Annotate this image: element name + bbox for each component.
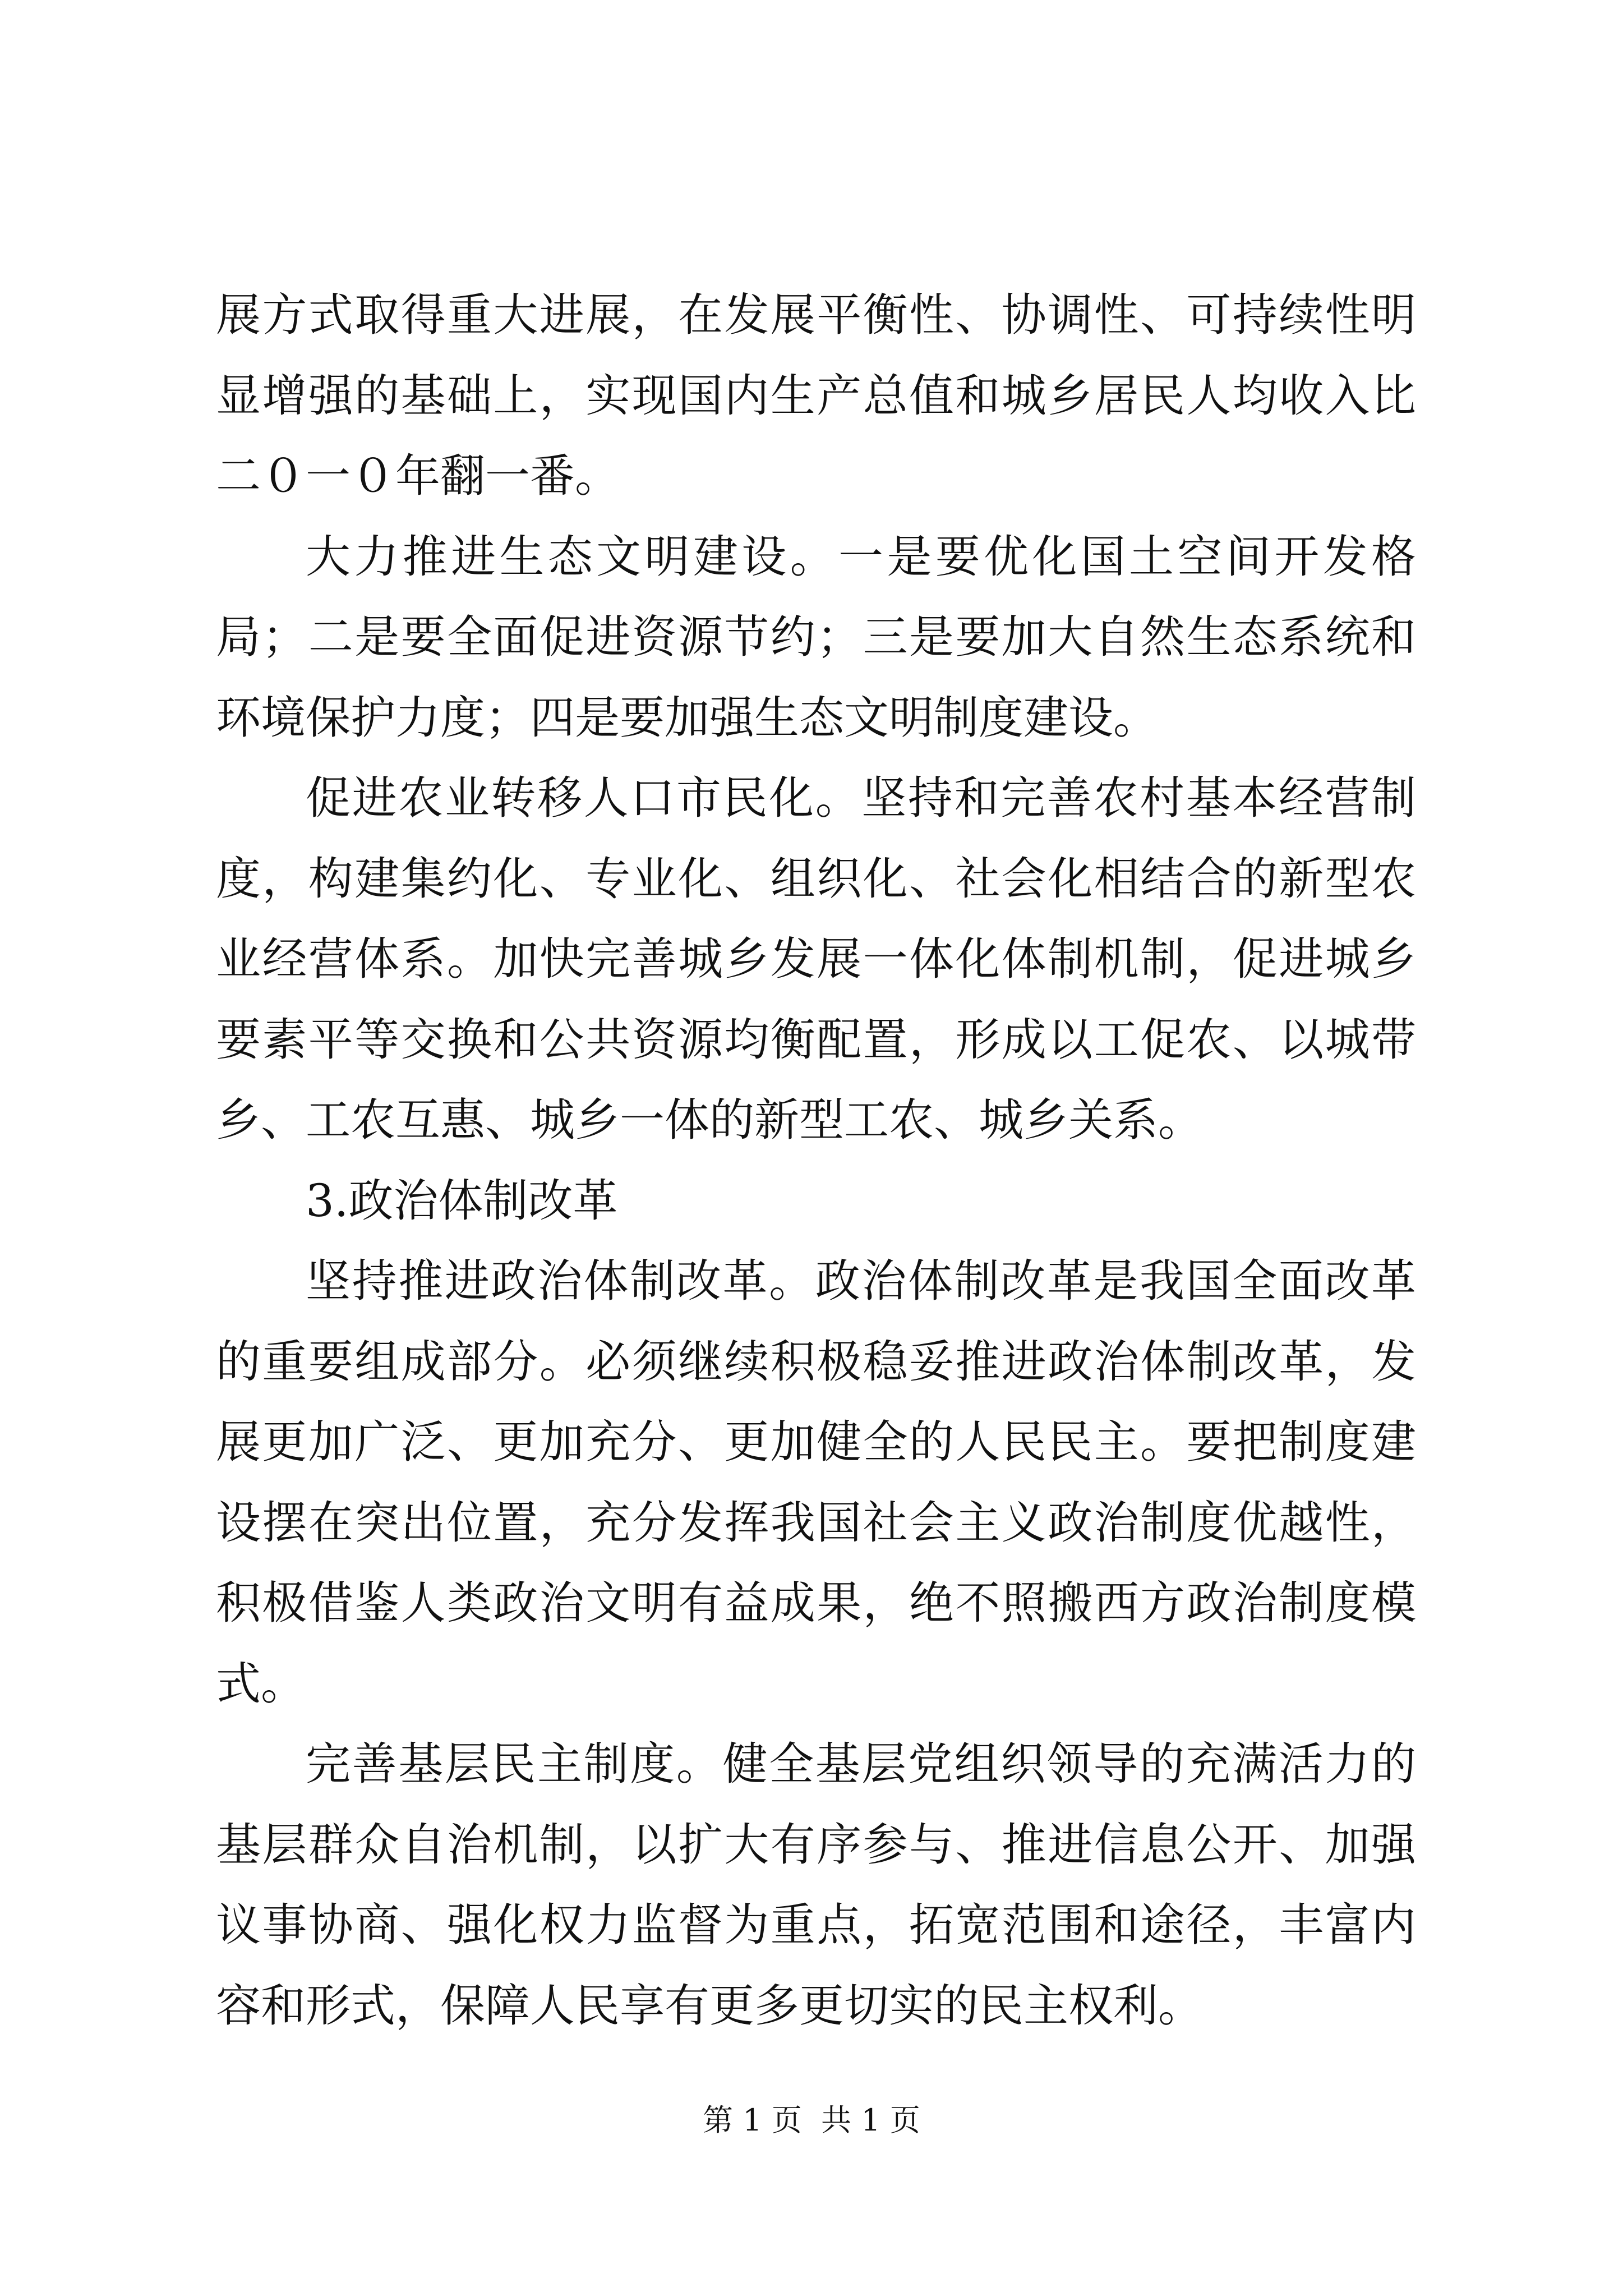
section-heading: 3.政治体制改革 <box>306 1174 618 1227</box>
paragraph: 展方式取得重大进展，在发展平衡性、协调性、可持续性明显增强的基础上，实现国内生产总值和城乡居民人均收入比二０一０年翻一番。 <box>216 289 1416 502</box>
page-footer: 第 1 页 共 1 页 <box>703 2102 920 2138</box>
paragraph: 坚持推进政治体制改革。政治体制改革是我国全面改革的重要组成部分。必须继续积极稳妥推进政治体制改革，发展更加广泛、更加充分、更加健全的人民民主。要把制度建设摆在突出位置，充分发挥我国社会主义政治制度优越性，积极借鉴人类政治文明有益成果，绝不照搬西方政治制度模式。 <box>216 1255 1416 1710</box>
paragraph: 大力推进生态文明建设。一是要优化国土空间开发格局；二是要全面促进资源节约；三是要加大自然生态系统和环境保护力度；四是要加强生态文明制度建设。 <box>216 530 1416 744</box>
document-body <box>216 275 1416 2046</box>
paragraph: 完善基层民主制度。健全基层党组织领导的充满活力的基层群众自治机制，以扩大有序参与、推进信息公开、加强议事协商、强化权力监督为重点，拓宽范围和途径，丰富内容和形式，保障人民享有更多更切实的民主权利。 <box>216 1738 1416 2032</box>
paragraph: 促进农业转移人口市民化。坚持和完善农村基本经营制度，构建集约化、专业化、组织化、社会化相结合的新型农业经营体系。加快完善城乡发展一体化体制机制，促进城乡要素平等交换和公共资源均衡配置，形成以工促农、以城带乡、工农互惠、城乡一体的新型工农、城乡关系。 <box>216 772 1416 1146</box>
